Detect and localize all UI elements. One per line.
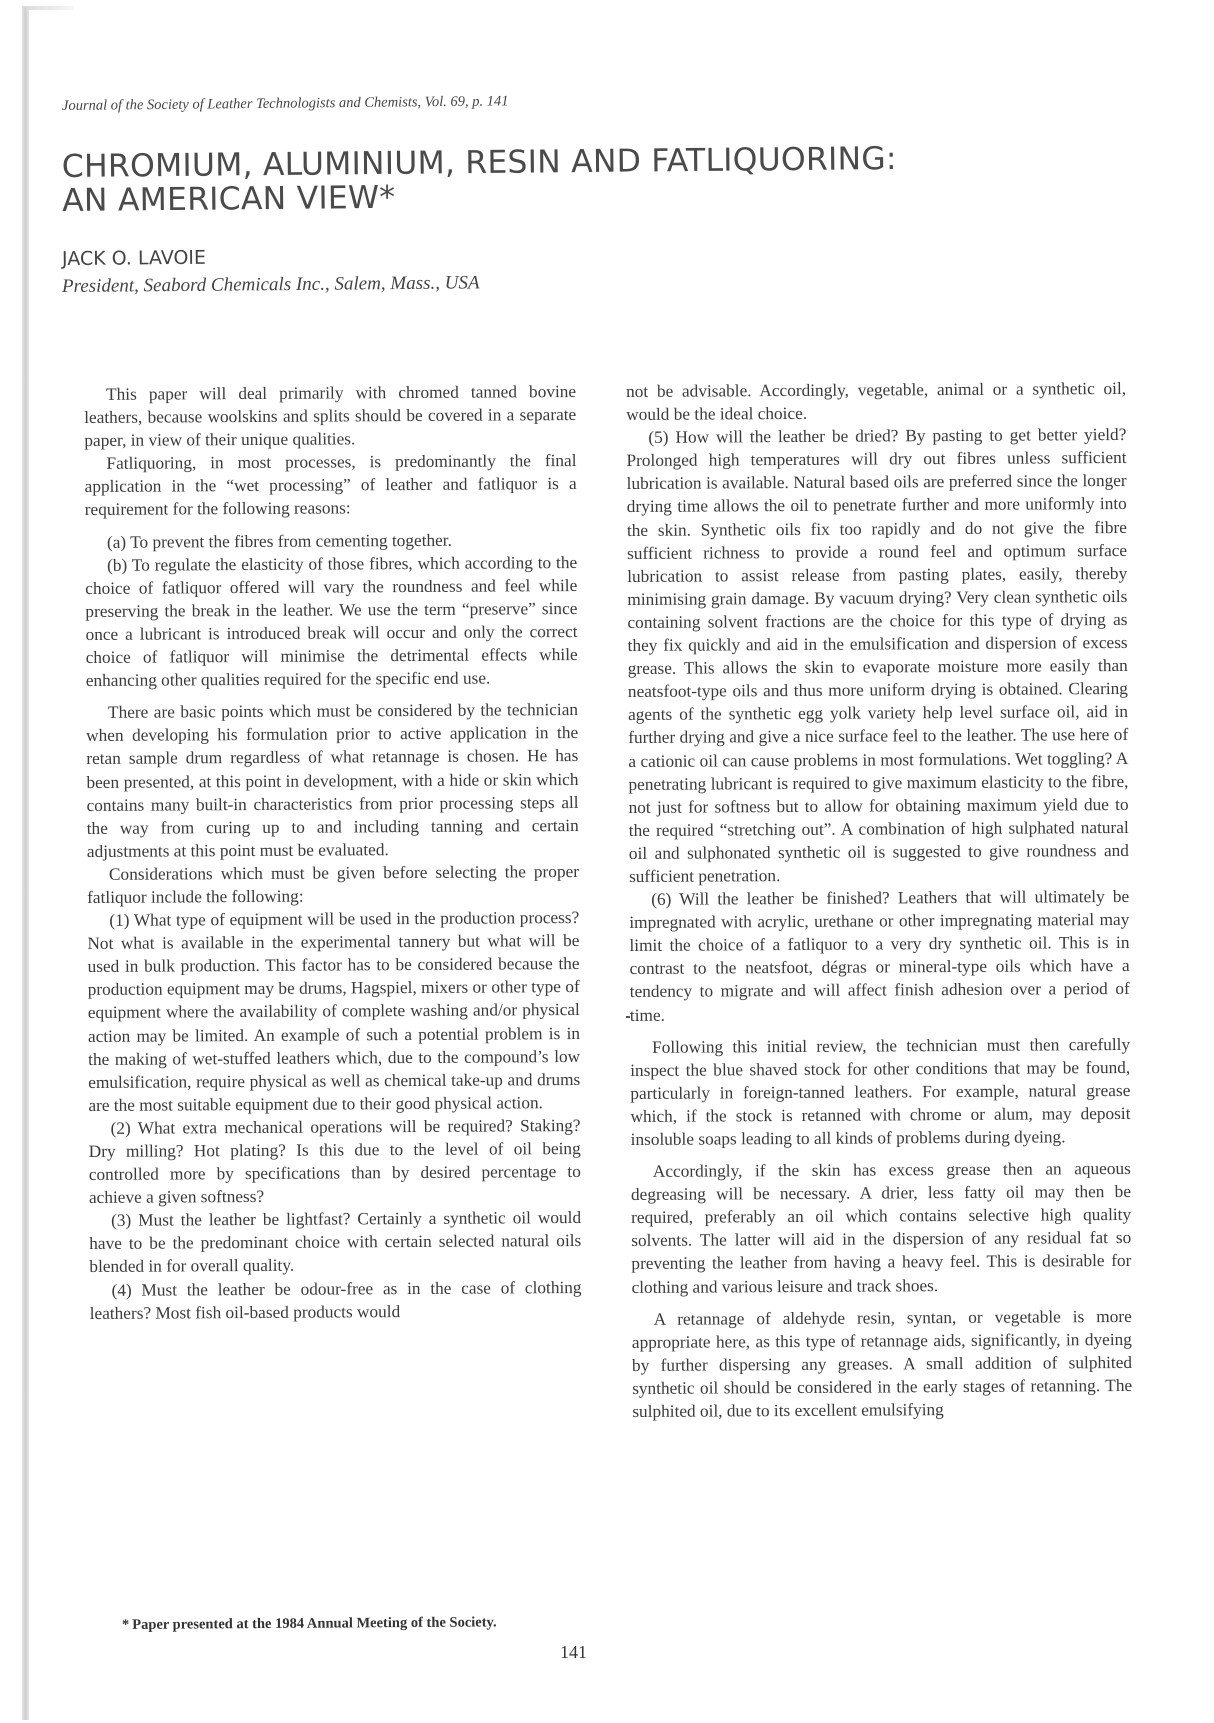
list-item-4: (4) Must the leather be odour-free as in the case of clothing leathers? Most fish oil-based products would <box>89 1277 582 1323</box>
title-line-2: AN AMERICAN VIEW* <box>61 179 396 219</box>
article-title <box>62 142 898 218</box>
list-item-2: (2) What extra mechanical operations will be required? Staking? Dry milling? Hot plating? Is this due to the level of oil being controlled more by specifications than by desired percentage to achieve a given softness? <box>88 1115 581 1208</box>
paragraph: Fatliquoring, in most processes, is predominantly the final application in the “wet processing” of leather and fatliquor is a requirement for the following reasons: <box>84 451 577 520</box>
scan-edge <box>22 8 29 1720</box>
author-name: JACK O. LAVOIE <box>61 246 207 270</box>
journal-citation: Journal of the Society of Leather Technologists and Chemists, Vol. 69, p. 141 <box>61 93 509 114</box>
paragraph: Considerations which must be given before selecting the proper fatliquor include the following: <box>87 861 580 907</box>
title-line-1: CHROMIUM, ALUMINIUM, RESIN AND FATLIQUORING: <box>61 140 897 185</box>
footnote <box>122 1614 497 1634</box>
scan-edge-top <box>22 6 74 10</box>
paragraph: Following this initial review, the technician must then carefully inspect the blue shaved stock for other conditions that may be found, particularly in foreign-tanned leathers. For example, natural grease which, if the stock is retanned with chrome or alum, may deposit insoluble soaps leading to all kinds of problems during dyeing. <box>630 1034 1131 1149</box>
paragraph: This paper will deal primarily with chromed tanned bovine leathers, because woolskins and splits should be covered in a separate paper, in view of their unique qualities. <box>84 381 577 451</box>
list-item-6: (6) Will the leather be finished? Leathers that will ultimately be impregnated with acrylic, urethane or other impregnating material may limit the choice of a fatliquor to a very dry synthetic oil. This is in contrast to the neatsfoot, dégras or mineral-type oils which have a tendency to migrate and will affect finish adhesion over a period of time. <box>629 886 1130 1025</box>
paragraph: A retannage of aldehyde resin, syntan, or vegetable is more appropriate here, as this type of retannage aids, significantly, in dyeing by further dispersing any greases. A small addition of sulphited synthetic oil should be considered in the early stages of retanning. The sulphited oil, due to its excellent emulsifying <box>631 1306 1133 1422</box>
paragraph-continued: not be advisable. Accordingly, vegetable, animal or a synthetic oil, would be the ideal choice. <box>626 378 1127 425</box>
page-number: 141 <box>560 1642 587 1662</box>
footnote-marker: * <box>121 1616 130 1633</box>
list-item-3: (3) Must the leather be lightfast? Certainly a synthetic oil would have to be the predominant choice with certain selected natural oils blended in for overall quality. <box>89 1208 582 1277</box>
author-affiliation: President, Seabord Chemicals Inc., Salem, Mass., USA <box>61 272 480 297</box>
list-item-a: (a) To prevent the fibres from cementing together. <box>106 530 452 552</box>
paragraph: Accordingly, if the skin has excess grease then an aqueous degreasing will be necessary. A drier, less fatty oil may then be required, preferably an oil which contains selective high quality solvents. The latter will aid in the dispersion of any residual fat so preventing the leather from having a heavy feel. This is desirable for clothing and various leisure and track shoes. <box>630 1159 1132 1297</box>
right-column <box>626 377 1132 1423</box>
list-item-1: (1) What type of equipment will be used in the production process? Not what is available in the experimental tannery but what will be used in bulk production. This factor has to be considered because the production equipment may be drums, Hagspiel, mixers or other type of equipment where the availability of complete washing and/or physical action may be limited. An example of such a potential problem is in the making of wet-stuffed leathers which, due to the compound’s low emulsification, require physical as well as chemical take-up and drums are the most suitable equipment due to their good physical action. <box>87 908 581 1115</box>
paragraph: There are basic points which must be considered by the technician when developing his formulation prior to active application in the retan sample drum regardless of what retannage is chosen. He has been presented, at this point in development, with a hide or skin which contains many built-in characteristics from prior processing steps all the way from curing up to and including tanning and certain adjustments at this point must be evaluated. <box>86 700 579 861</box>
scan-artifact-mark <box>626 1016 630 1018</box>
footnote-text: Paper presented at the 1984 Annual Meeting of the Society. <box>132 1614 497 1633</box>
list-item-5: (5) How will the leather be dried? By pasting to get better yield? Prolonged high temperatures will dry out fibres unless sufficient lubrication is available. Natural based oils are preferred since the longer drying time allows the oil to penetrate further and more uniformly into the skin. Synthetic oils fix too rapidly and do not give the fibre sufficient richness to provide a round feel and optimum surface lubrication to assist release from pasting plates, easily, thereby minimising grain damage. By vacuum drying? Very clean synthetic oils containing solvent fractions are the choice for this type of drying as they fix quickly and aid in the emulsification and dispersion of excess grease. This allows the skin to evaporate moisture more easily than neatsfoot-type oils and thus more uniform drying is obtained. Clearing agents of the synthetic egg yolk variety help level surface oil, aid in further drying and give a nice surface feel to the leather. The use here of a cationic oil can cause problems in most formulations. Wet toggling? A penetrating lubricant is required to give maximum elasticity to the fibre, not just for softness but to allow for obtaining maximum yield due to the required “stretching out”. A combination of high sulphated natural oil and sulphonated synthetic oil is suggested to give roundness and sufficient penetration. <box>626 425 1129 886</box>
left-column <box>84 380 582 1325</box>
list-item-b: (b) To regulate the elasticity of those fibres, which according to the choice of fatliquor offered will vary the roundness and feel while preserving the break in the leather. We use the term “preserve” since once a lubricant is introduced break will occur and only the correct choice of fatliquor will minimise the detrimental effects while enhancing other qualities required for the specific end use. <box>85 552 578 691</box>
